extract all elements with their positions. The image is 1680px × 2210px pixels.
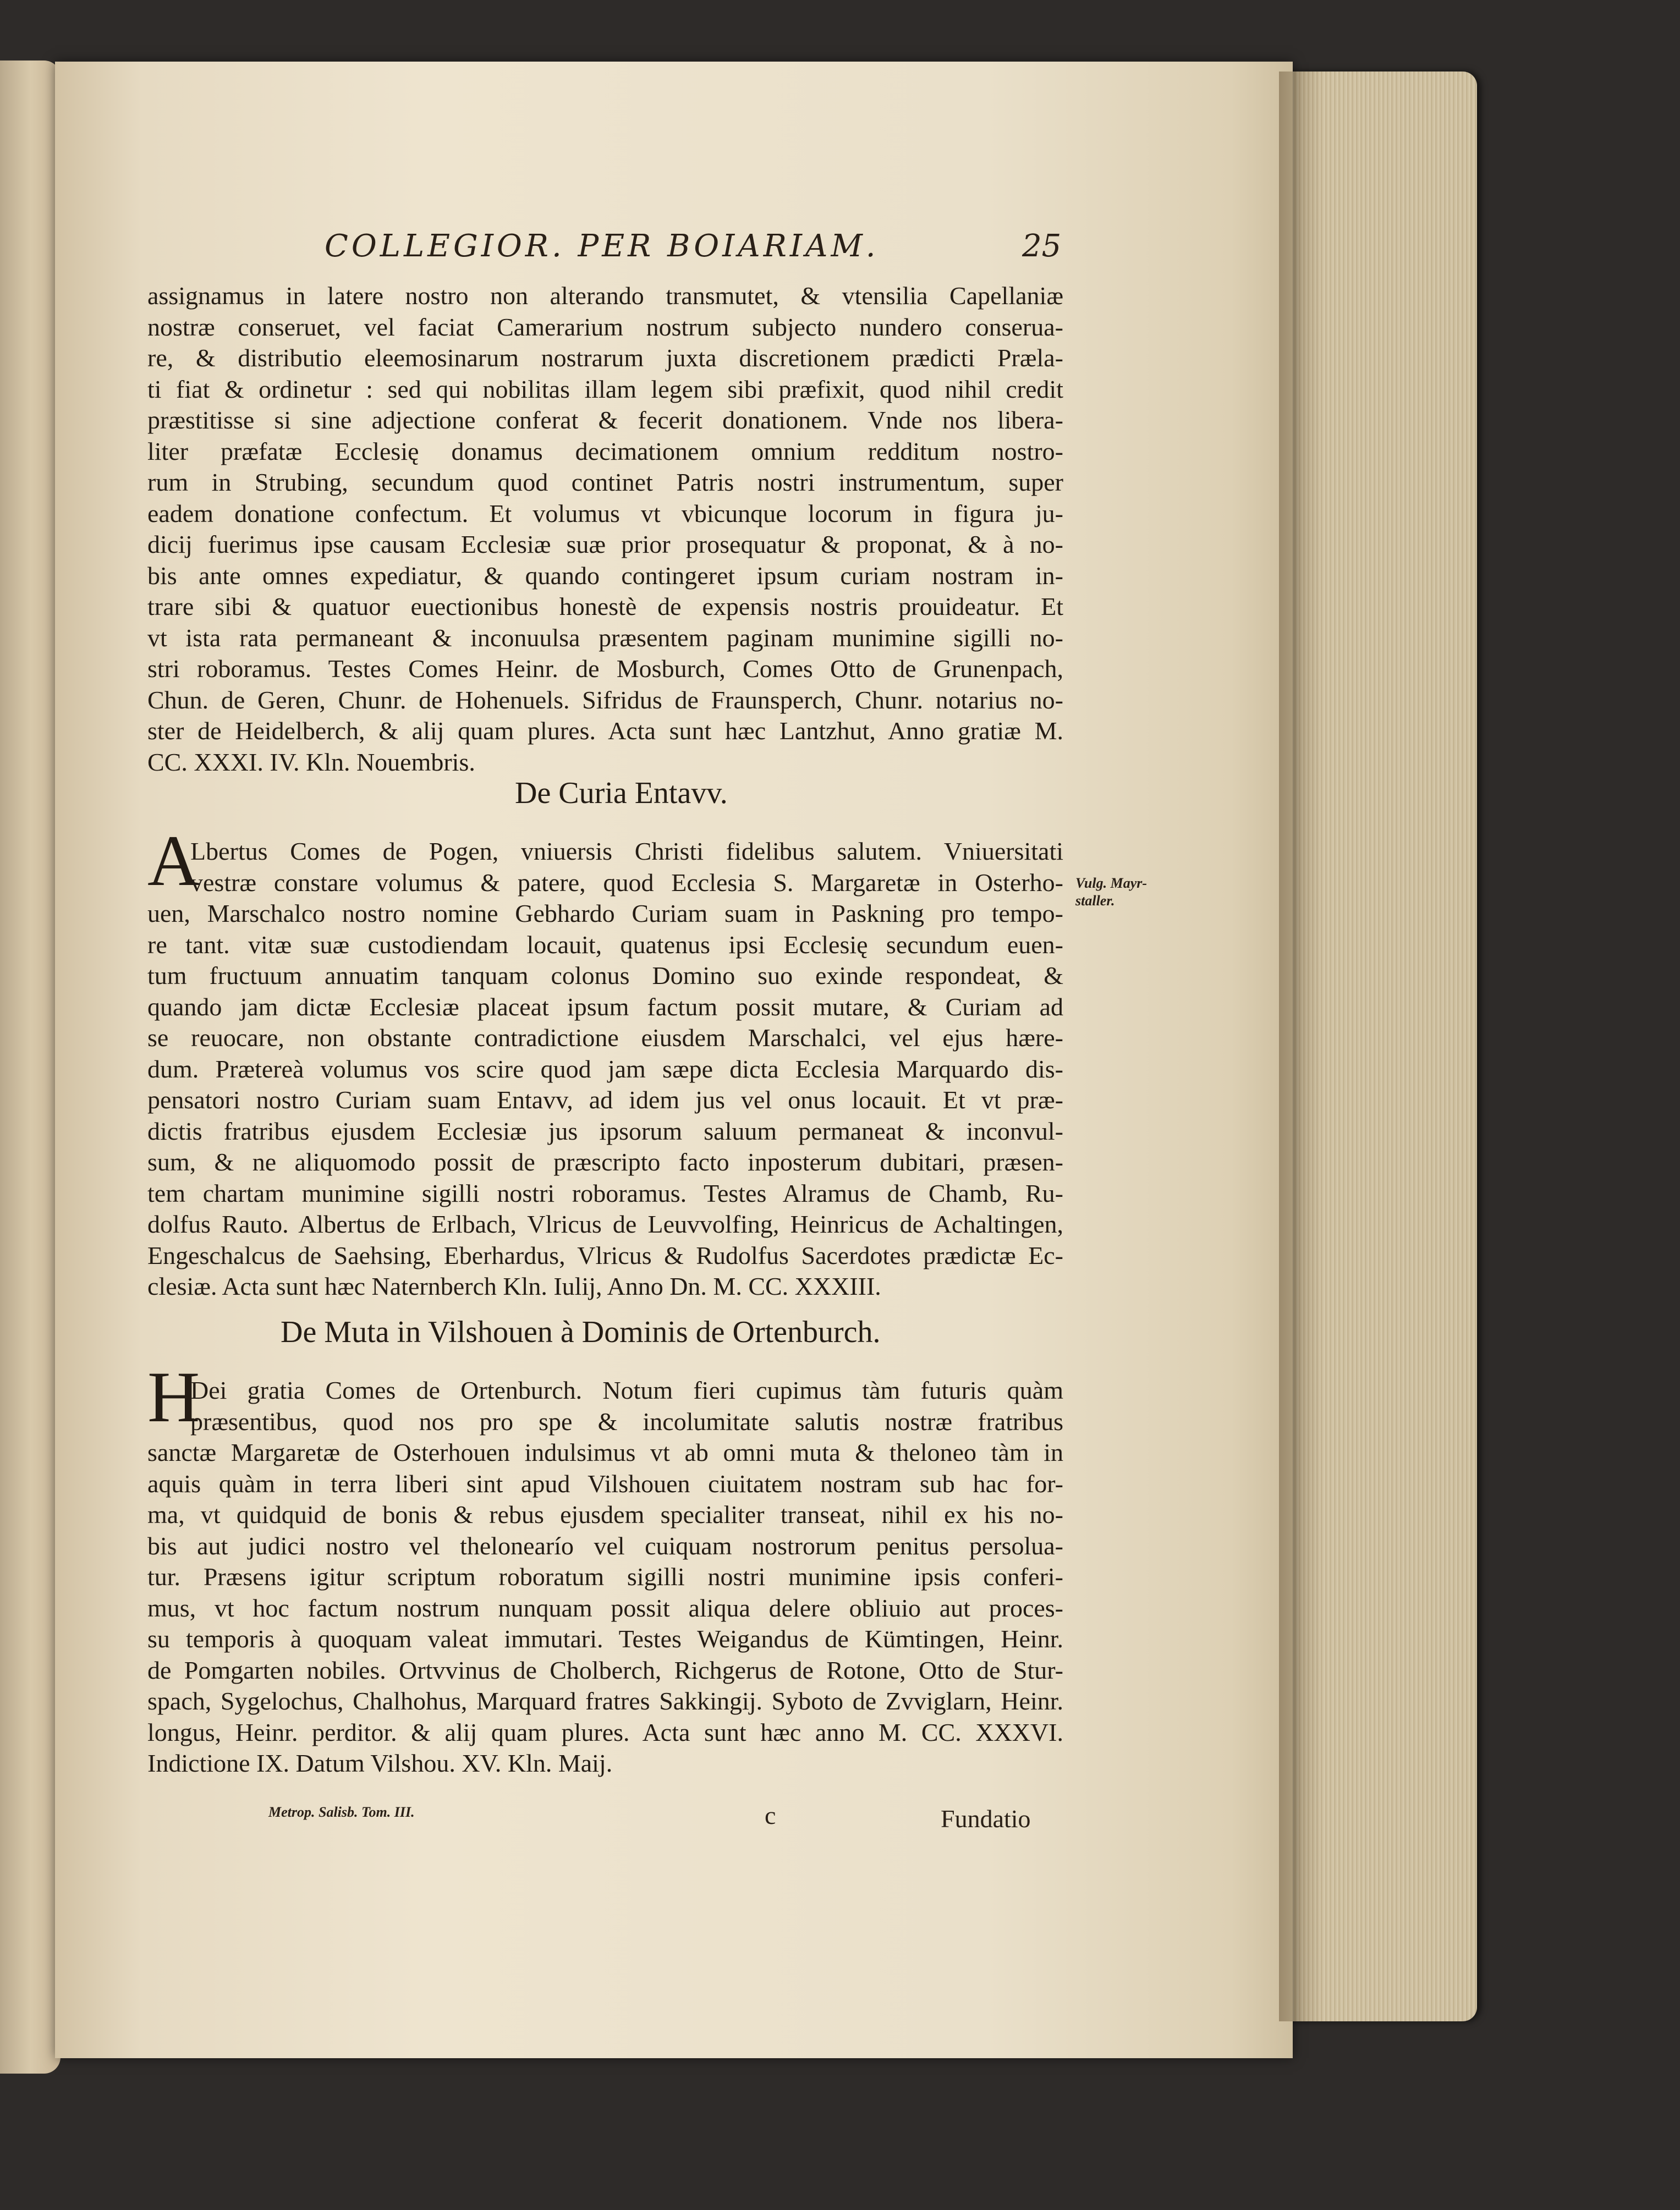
running-head: COLLEGIOR. PER BOIARIAM. xyxy=(325,228,879,264)
text-line: longus, Heinr. perditor. & alij quam plures. Acta sunt hæc anno M. CC. XXXVI. xyxy=(147,1718,1063,1746)
drop-initial-a: A xyxy=(147,820,200,901)
text-line: assignamus in latere nostro non alterando transmutet, & vtensilia Capellaniæ xyxy=(147,282,1063,310)
text-line: trare sibi & quatuor euectionibus honestè de expensis nostris prouideatur. Et xyxy=(147,592,1063,620)
marginal-note xyxy=(1075,875,1147,910)
drop-initial-h: H xyxy=(147,1356,200,1437)
page-number: 25 xyxy=(1022,228,1062,264)
text-line: bis ante omnes expediatur, & quando contingeret ipsum curiam nostram in- xyxy=(147,561,1063,590)
text-line: spach, Sygelochus, Chalhohus, Marquard fratres Sakkingij. Syboto de Zvviglarn, Heinr. xyxy=(147,1687,1063,1715)
text-line: præstitisse si sine adjectione conferat & fecerit donationem. Vnde nos libera- xyxy=(147,406,1063,434)
text-line: sum, & ne aliquomodo possit de præscripto facto inposterum dubitari, præsen- xyxy=(147,1148,1063,1176)
text-line: bis aut judici nostro vel thelonearío vel cuiquam nostrorum penitus persolua- xyxy=(147,1531,1063,1560)
text-line: Dei gratia Comes de Ortenburch. Notum fieri cupimus tàm futuris quàm xyxy=(190,1376,1063,1404)
gutter-shadow xyxy=(1279,72,1323,2021)
text-line: dicij fuerimus ipse causam Ecclesiæ suæ prior prosequatur & proponat, & à no- xyxy=(147,530,1063,558)
text-line: liter præfatæ Ecclesię donamus decimationem omnium redditum nostro- xyxy=(147,437,1063,465)
text-line: sanctæ Margaretæ de Osterhouen indulsimus vt ab omni muta & theloneo tàm in xyxy=(147,1438,1063,1466)
text-line: re, & distributio eleemosinarum nostrarum juxta discretionem prædicti Præla- xyxy=(147,344,1063,372)
text-line: dum. Prætereà volumus vos scire quod jam sæpe dicta Ecclesia Marquardo dis- xyxy=(147,1054,1063,1083)
heading-de-curia-entavv: De Curia Entavv. xyxy=(515,776,728,810)
text-line: ster de Heidelberch, & alij quam plures. Acta sunt hæc Lantzhut, Anno gratiæ M. xyxy=(147,717,1063,745)
text-line: se reuocare, non obstante contradictione eiusdem Marschalci, vel ejus hære- xyxy=(147,1024,1063,1052)
text-line: tem chartam munimine sigilli nostri roboramus. Testes Alramus de Chamb, Ru- xyxy=(147,1179,1063,1207)
marginal-note-line: Vulg. Mayr- xyxy=(1075,875,1148,891)
text-line: mus, vt hoc factum nostrum nunquam possit aliqua delere obliuio aut proces- xyxy=(147,1593,1063,1622)
text-line: vt ista rata permaneant & inconuulsa præsentem paginam munimine sigilli no- xyxy=(147,623,1063,652)
marginal-note-line: staller. xyxy=(1075,893,1115,909)
catchword: Fundatio xyxy=(941,1805,1031,1833)
text-line: Indictione IX. Datum Vilshou. XV. Kln. Maij. xyxy=(147,1749,613,1777)
text-line: aquis quàm in terra liberi sint apud Vilshouen ciuitatem nostram sub hac for- xyxy=(147,1469,1063,1498)
text-line: Chun. de Geren, Chunr. de Hohenuels. Sifridus de Fraunsperch, Chunr. notarius no- xyxy=(147,685,1063,714)
text-line: dolfus Rauto. Albertus de Erlbach, Vlricus de Leuvvolfing, Heinricus de Achaltingen, xyxy=(147,1210,1063,1238)
text-line: rum in Strubing, secundum quod continet Patris nostri instrumentum, super xyxy=(147,468,1063,496)
text-line: ma, vt quidquid de bonis & rebus ejusdem specialiter transeat, nihil ex his no- xyxy=(147,1500,1063,1529)
text-line: tur. Præsens igitur scriptum roboratum sigilli nostri munimine ipsis conferi- xyxy=(147,1563,1063,1591)
text-line: pensatori nostro Curiam suam Entavv, ad idem jus vel onus locauit. Et vt præ- xyxy=(147,1086,1063,1114)
signature-mark: c xyxy=(765,1801,776,1829)
signature-line: Metrop. Salisb. Tom. III. xyxy=(268,1804,415,1820)
text-line: de Pomgarten nobiles. Ortvvinus de Cholberch, Richgerus de Rotone, Otto de Stur- xyxy=(147,1656,1063,1684)
text-line: præsentibus, quod nos pro spe & incolumitate salutis nostræ fratribus xyxy=(190,1407,1063,1436)
text-line: nostræ conseruet, vel faciat Camerarium nostrum subjecto nundero conserua- xyxy=(147,312,1063,341)
facing-page-edge xyxy=(0,61,61,2074)
text-line: Lbertus Comes de Pogen, vniuersis Christi fidelibus salutem. Vniuersitati xyxy=(190,837,1063,865)
text-line: CC. XXXI. IV. Kln. Nouembris. xyxy=(147,747,475,776)
heading-de-muta: De Muta in Vilshouen à Dominis de Ortenburch. xyxy=(281,1315,881,1349)
text-line: stri roboramus. Testes Comes Heinr. de Mosburch, Comes Otto de Grunenpach, xyxy=(147,655,1063,683)
text-line: dictis fratribus ejusdem Ecclesiæ jus ipsorum saluum permaneat & inconvul- xyxy=(147,1117,1063,1145)
text-line: eadem donatione confectum. Et volumus vt vbicunque locorum in figura ju- xyxy=(147,499,1063,527)
text-line: quando jam dictæ Ecclesiæ placeat ipsum factum possit mutare, & Curiam ad xyxy=(147,992,1063,1021)
text-line: vestræ constare volumus & patere, quod Ecclesia S. Margaretæ in Osterho- xyxy=(190,868,1063,897)
text-line: tum fructuum annuatim tanquam colonus Domino suo exinde respondeat, & xyxy=(147,961,1063,989)
text-line: ti fiat & ordinetur : sed qui nobilitas illam legem sibi præfixit, quod nihil credit xyxy=(147,375,1063,403)
text-line: su temporis à quoquam valeat immutari. Testes Weigandus de Kümtingen, Heinr. xyxy=(147,1625,1063,1653)
text-line: clesiæ. Acta sunt hæc Naternberch Kln. Iulij, Anno Dn. M. CC. XXXIII. xyxy=(147,1272,881,1300)
text-line: Engeschalcus de Saehsing, Eberhardus, Vlricus & Rudolfus Sacerdotes prædictæ Ec- xyxy=(147,1241,1063,1269)
text-line: re tant. vitæ suæ custodiendam locauit, quatenus ipsi Ecclesię secundum euen- xyxy=(147,930,1063,959)
text-line: uen, Marschalco nostro nomine Gebhardo Curiam suam in Paskning pro tempo- xyxy=(147,899,1063,927)
